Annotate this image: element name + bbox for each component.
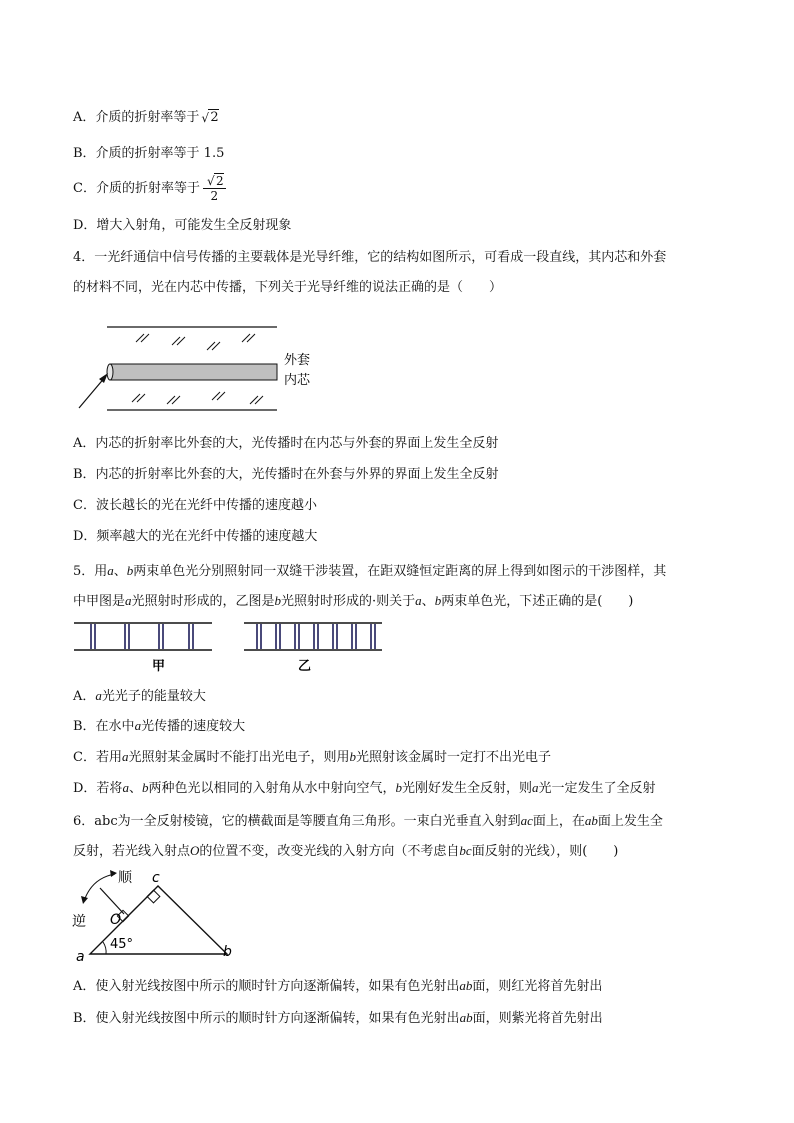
q4-option-a: A．内芯的折射率比外套的大，光传播时在内芯与外套的界面上发生全反射: [73, 436, 499, 451]
symbol-a: a: [415, 593, 422, 608]
symbol-b: b: [141, 780, 149, 795]
q6-text: 6．abc为一全反射棱镜，它的横截面是等腰直角三角形。一束白光垂直入射到: [73, 814, 521, 829]
q3-option-b: B．介质的折射率等于 1.5: [73, 146, 225, 161]
q4-stem-line1: 4．一光纤通信中信号传播的主要载体是光导纤维，它的结构如图所示，可看成一段直线，其内芯和外套: [73, 250, 667, 265]
fraction-denominator: 2: [210, 189, 219, 203]
q5-text: A．: [73, 689, 96, 704]
q3-option-c-text: C．介质的折射率等于: [73, 181, 200, 196]
q5-option-a: [73, 688, 206, 705]
q6-option-a: [73, 978, 602, 995]
q4-option-c: C．波长越长的光在光纤中传播的速度越小: [73, 498, 317, 513]
symbol-a: a: [125, 593, 132, 608]
label-yi: 乙: [298, 659, 312, 674]
label-shun: 顺: [118, 870, 132, 886]
q4-option-b: B．内芯的折射率比外套的大，光传播时在外套与外界的界面上发生全反射: [73, 467, 499, 482]
q6-stem-line2: [73, 843, 618, 860]
q5-text: 光照射时形成的·则关于: [281, 594, 416, 609]
symbol-a: a: [134, 718, 142, 733]
symbol-ab: ab: [459, 978, 473, 993]
symbol-a: a: [122, 780, 129, 795]
q4-stem-line2: 的材料不同，光在内芯中传播，下列关于光导纤维的说法正确的是（ ）: [73, 280, 503, 295]
q3-option-c: [73, 174, 226, 203]
q6-option-b: [73, 1010, 603, 1027]
q5-text: 、: [421, 594, 435, 609]
q6-text: 面上，在: [532, 814, 585, 829]
label-ni: 逆: [72, 914, 86, 930]
symbol-b: b: [395, 780, 402, 795]
symbol-ab: ab: [459, 1010, 473, 1025]
q6-text: 面，则紫光将首先射出: [472, 1011, 603, 1026]
fraction-numerator: 2: [215, 174, 224, 188]
label-outer: 外套: [284, 353, 311, 368]
sqrt-radicand: 2: [210, 110, 219, 125]
label-jia: 甲: [152, 659, 166, 674]
pattern-jia: [74, 623, 212, 674]
q5-text: 、: [128, 781, 142, 796]
q6-text: 的位置不变，改变光线的入射方向（不考虑自: [199, 844, 460, 859]
q6-text: 面反射的光线），则( ): [471, 844, 619, 859]
symbol-bc: bc: [459, 843, 472, 858]
symbol-b: b: [434, 593, 442, 608]
q5-option-b: [73, 718, 245, 735]
q4-option-d: D．频率越大的光在光纤中传播的速度越大: [73, 529, 318, 544]
q6-text: 面，则红光将首先射出: [472, 979, 603, 994]
q5-stem-line2: [73, 593, 633, 610]
q5-text: 中甲图是: [73, 594, 126, 609]
label-inner: 内芯: [284, 373, 311, 388]
q5-option-c: [73, 749, 551, 766]
q3-option-a: [73, 110, 219, 126]
q5-text: 光照射时形成的，乙图是: [131, 594, 275, 609]
rotation-arrow: [84, 874, 115, 901]
symbol-b: b: [126, 563, 134, 578]
q5-text: 光照射该金属时一定打不出光电子: [355, 750, 551, 765]
pattern-yi: [244, 623, 382, 674]
symbol-b: b: [349, 749, 356, 764]
label-b: b: [223, 944, 232, 960]
q5-text: 光一定发生了全反射: [538, 781, 656, 796]
q6-stem-line1: [73, 813, 663, 830]
interference-patterns-figure: [74, 618, 386, 680]
q5-option-d: [73, 780, 656, 797]
sqrt-expression: √ 2: [201, 110, 219, 125]
symbol-b: b: [274, 593, 282, 608]
symbol-ab: ab: [584, 813, 598, 828]
q5-text: 两种色光以相同的入射角从水中射向空气，: [148, 781, 396, 796]
q5-text: D．若将: [73, 781, 123, 796]
q5-stem-line1: [73, 563, 666, 580]
fiber-core: [110, 364, 277, 380]
q5-text: 光光子的能量较大: [101, 689, 206, 704]
prism-figure: [70, 866, 245, 966]
q5-text: B．在水中: [73, 719, 135, 734]
label-a: a: [76, 949, 85, 965]
fraction-expression: √ 2 2: [203, 174, 226, 203]
q3-option-a-text: A．介质的折射率等于: [73, 110, 200, 125]
q5-text: 光传播的速度较大: [141, 719, 246, 734]
symbol-a: a: [95, 688, 102, 703]
label-c: c: [152, 870, 160, 886]
symbol-ac: ac: [520, 813, 533, 828]
q6-text: 面上发生全: [597, 814, 663, 829]
q5-text: 光照射某金属时不能打出光电子，则用: [128, 750, 350, 765]
q3-option-d: D．增大入射角，可能发生全反射现象: [73, 218, 292, 233]
q6-text: B．使入射光线按图中所示的顺时针方向逐渐偏转，如果有色光射出: [73, 1011, 460, 1026]
q6-text: A．使入射光线按图中所示的顺时针方向逐渐偏转，如果有色光射出: [73, 979, 460, 994]
symbol-a: a: [121, 749, 129, 764]
symbol-a: a: [107, 563, 114, 578]
q5-text: 两束单色光，下述正确的是( ): [441, 594, 634, 609]
q5-text: 光刚好发生全反射，则: [401, 781, 532, 796]
q5-text: 5．用: [73, 564, 108, 579]
label-angle: 45°: [110, 937, 134, 952]
q5-text: C．若用: [73, 750, 122, 765]
q5-text: 、: [113, 564, 127, 579]
q6-text: 反射，若光线入射点: [73, 844, 191, 859]
label-O: O: [110, 912, 122, 928]
optical-fiber-figure: [72, 320, 332, 415]
q5-text: 两束单色光分别照射同一双缝干涉装置，在距双缝恒定距离的屏上得到如图示的干涉图样，其: [133, 564, 667, 579]
incident-ray: [100, 888, 124, 914]
symbol-a: a: [531, 780, 539, 795]
symbol-O: O: [190, 843, 200, 858]
